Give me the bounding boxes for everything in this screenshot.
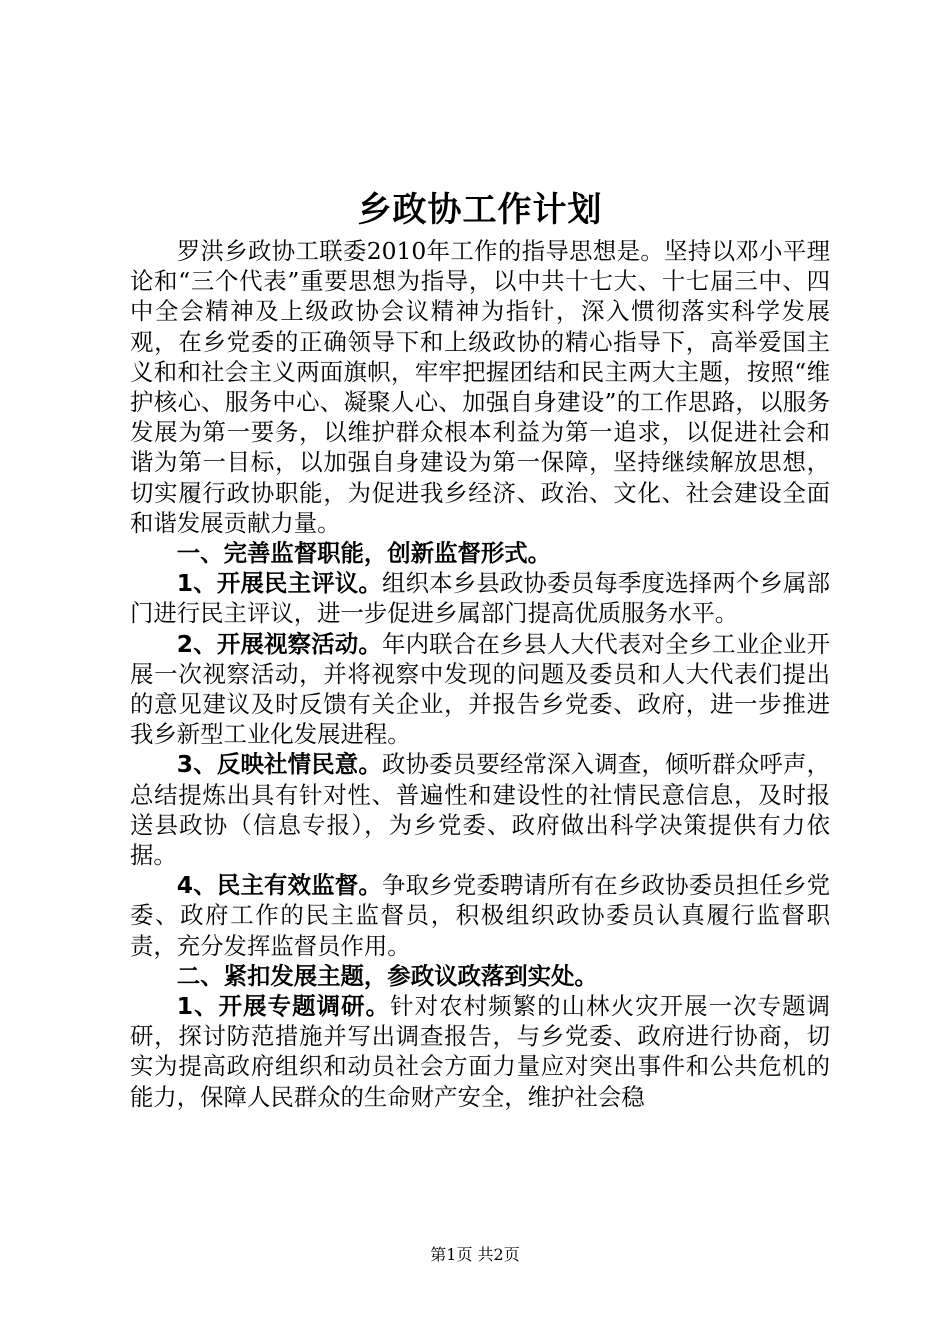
section-1-item-2: [130, 629, 830, 750]
document-page: [130, 184, 830, 1112]
section-1-heading: 一、完善监督职能，创新监督形式。: [176, 539, 552, 568]
page-footer: 第1页 共2页: [430, 1245, 520, 1264]
item-lead: 1、开展民主评议。: [176, 569, 382, 598]
item-text: 针对农村频繁的山林火灾开展一次专题调研，探讨防范措施并写出调查报告，与乡党委、政府进行协商，切实为提高政府组织和动员社会方面力量应对突出事件和公共危机的能力，保障人民群众的生命财产安全，维护社会稳: [130, 992, 830, 1111]
item-lead: 3、反映社情民意。: [176, 750, 382, 779]
section-2-item-1: [130, 991, 830, 1112]
section-2-heading: 二、紧扣发展主题，参政议政落到实处。: [176, 961, 598, 990]
section-1-item-1: [130, 568, 830, 628]
item-lead: 1、开展专题调研。: [176, 992, 391, 1021]
section-1-item-3: [130, 749, 830, 870]
intro-paragraph: 罗洪乡政协工联委2010年工作的指导思想是。坚持以邓小平理论和“三个代表”重要思想为指导，以中共十七大、十七届三中、四中全会精神及上级政协会议精神为指针，深入惯彻落实科学发展观，在乡党委的正确领导下和上级政协的精心指导下，高举爱国主义和和社会主义两面旗帜，牢牢把握团结和民主两大主题，按照“维护核心、服务中心、凝聚人心、加强自身建设”的工作思路，以服务发展为第一要务，以维护群众根本利益为第一追求，以促进社会和谐为第一目标，以加强自身建设为第一保障，坚持继续解放思想，切实履行政协职能，为促进我乡经济、政治、文化、社会建设全面和谐发展贡献力量。: [130, 237, 830, 537]
item-text: 争取乡党委聘请所有在乡政协委员担任乡党委、政府工作的民主监督员，积极组织政协委员认真履行监督职责，充分发挥监督员作用。: [130, 871, 831, 960]
document-title: 乡政协工作计划: [357, 190, 603, 230]
item-lead: 4、民主有效监督。: [176, 871, 382, 900]
item-text: 政协委员要经常深入调查，倾听群众呼声，总结提炼出具有针对性、普遍性和建设性的社情民意信息，及时报送县政协（信息专报），为乡党委、政府做出科学决策提供有力依据。: [130, 750, 831, 870]
section-1-item-4: [130, 870, 830, 961]
item-text: 年内联合在乡县人大代表对全乡工业企业开展一次视察活动，并将视察中发现的问题及委员和人大代表们提出的意见建议及时反馈有关企业，并报告乡党委、政府，进一步推进我乡新型工业化发展进程。: [130, 629, 831, 749]
item-text: 组织本乡县政协委员每季度选择两个乡属部门进行民主评议，进一步促进乡属部门提高优质服务水平。: [130, 569, 831, 628]
item-lead: 2、开展视察活动。: [176, 629, 382, 658]
